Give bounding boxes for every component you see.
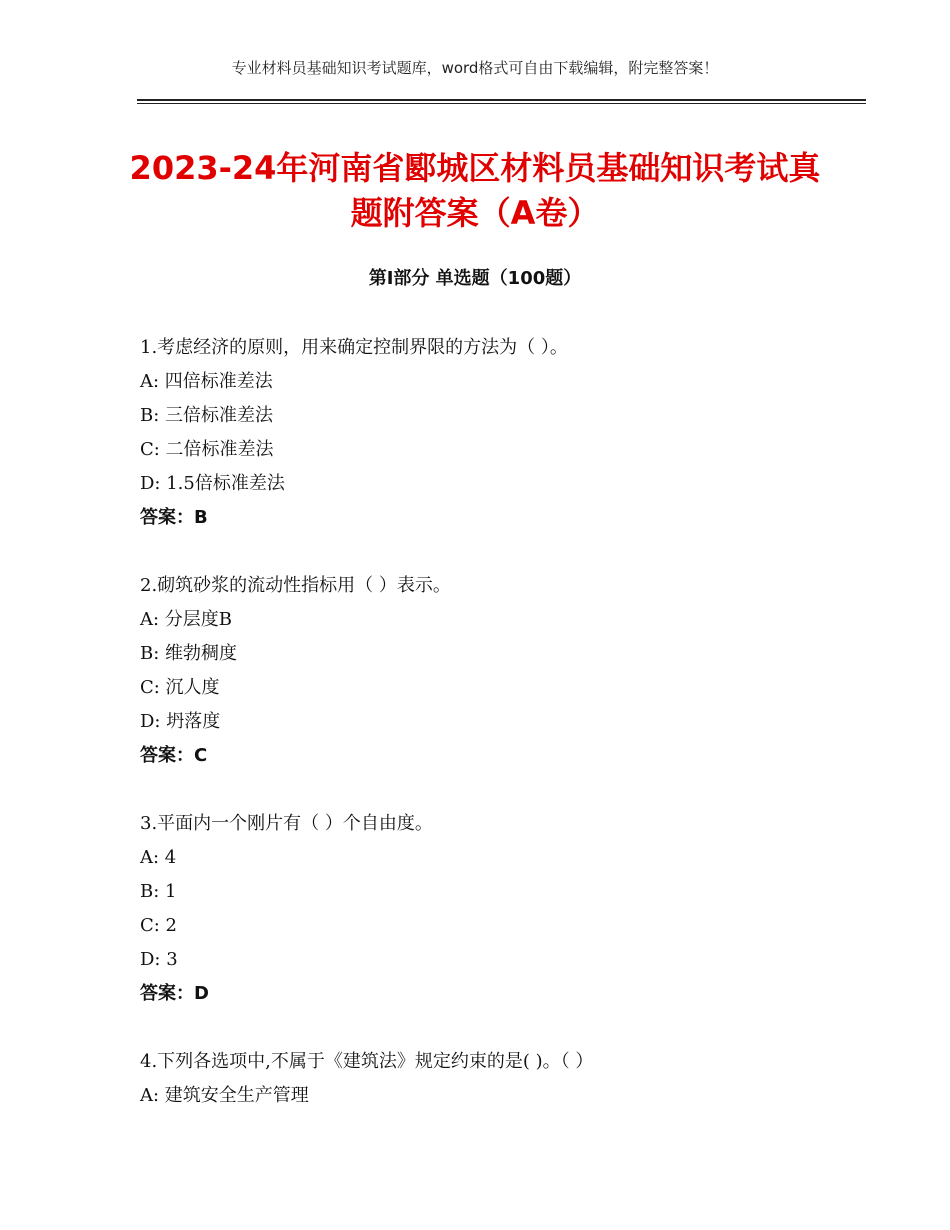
option-a: A: 分层度B xyxy=(140,609,233,630)
option-a: A: 建筑安全生产管理 xyxy=(140,1085,309,1106)
header-divider-thin xyxy=(137,103,866,104)
option-c: C: 2 xyxy=(140,915,178,936)
option-d: D: 坍落度 xyxy=(140,711,221,732)
answer: 答案：D xyxy=(140,983,209,1004)
option-d: D: 1.5倍标准差法 xyxy=(140,473,285,494)
option-c: C: 二倍标准差法 xyxy=(140,439,274,460)
option-d: D: 3 xyxy=(140,949,178,970)
option-a: A: 4 xyxy=(140,847,177,868)
option-b: B: 维勃稠度 xyxy=(140,643,238,664)
section-title: 第Ⅰ部分 单选题（100题） xyxy=(368,268,582,289)
answer: 答案：B xyxy=(140,507,208,528)
option-a: A: 四倍标准差法 xyxy=(140,371,273,392)
header-note: 专业材料员基础知识考试题库，word格式可自由下载编辑，附完整答案！ xyxy=(231,59,719,77)
option-b: B: 三倍标准差法 xyxy=(140,405,274,426)
question-stem: 4.下列各选项中,不属于《建筑法》规定约束的是( )。（ ） xyxy=(140,1051,594,1072)
question-4 xyxy=(140,1045,840,1113)
option-c: C: 沉人度 xyxy=(140,677,220,698)
question-3 xyxy=(140,807,840,1011)
answer: 答案：C xyxy=(140,745,208,766)
document-title: 2023-24年河南省郾城区材料员基础知识考试真题附答案（A卷） xyxy=(129,149,821,232)
question-1 xyxy=(140,331,840,535)
question-stem: 2.砌筑砂浆的流动性指标用（ ）表示。 xyxy=(140,575,451,596)
question-stem: 3.平面内一个刚片有（ ）个自由度。 xyxy=(140,813,433,834)
question-stem: 1.考虑经济的原则，用来确定控制界限的方法为（ ）。 xyxy=(140,337,568,358)
option-b: B: 1 xyxy=(140,881,177,902)
header-divider xyxy=(137,99,866,101)
question-2 xyxy=(140,569,840,773)
question-list xyxy=(140,331,840,1147)
